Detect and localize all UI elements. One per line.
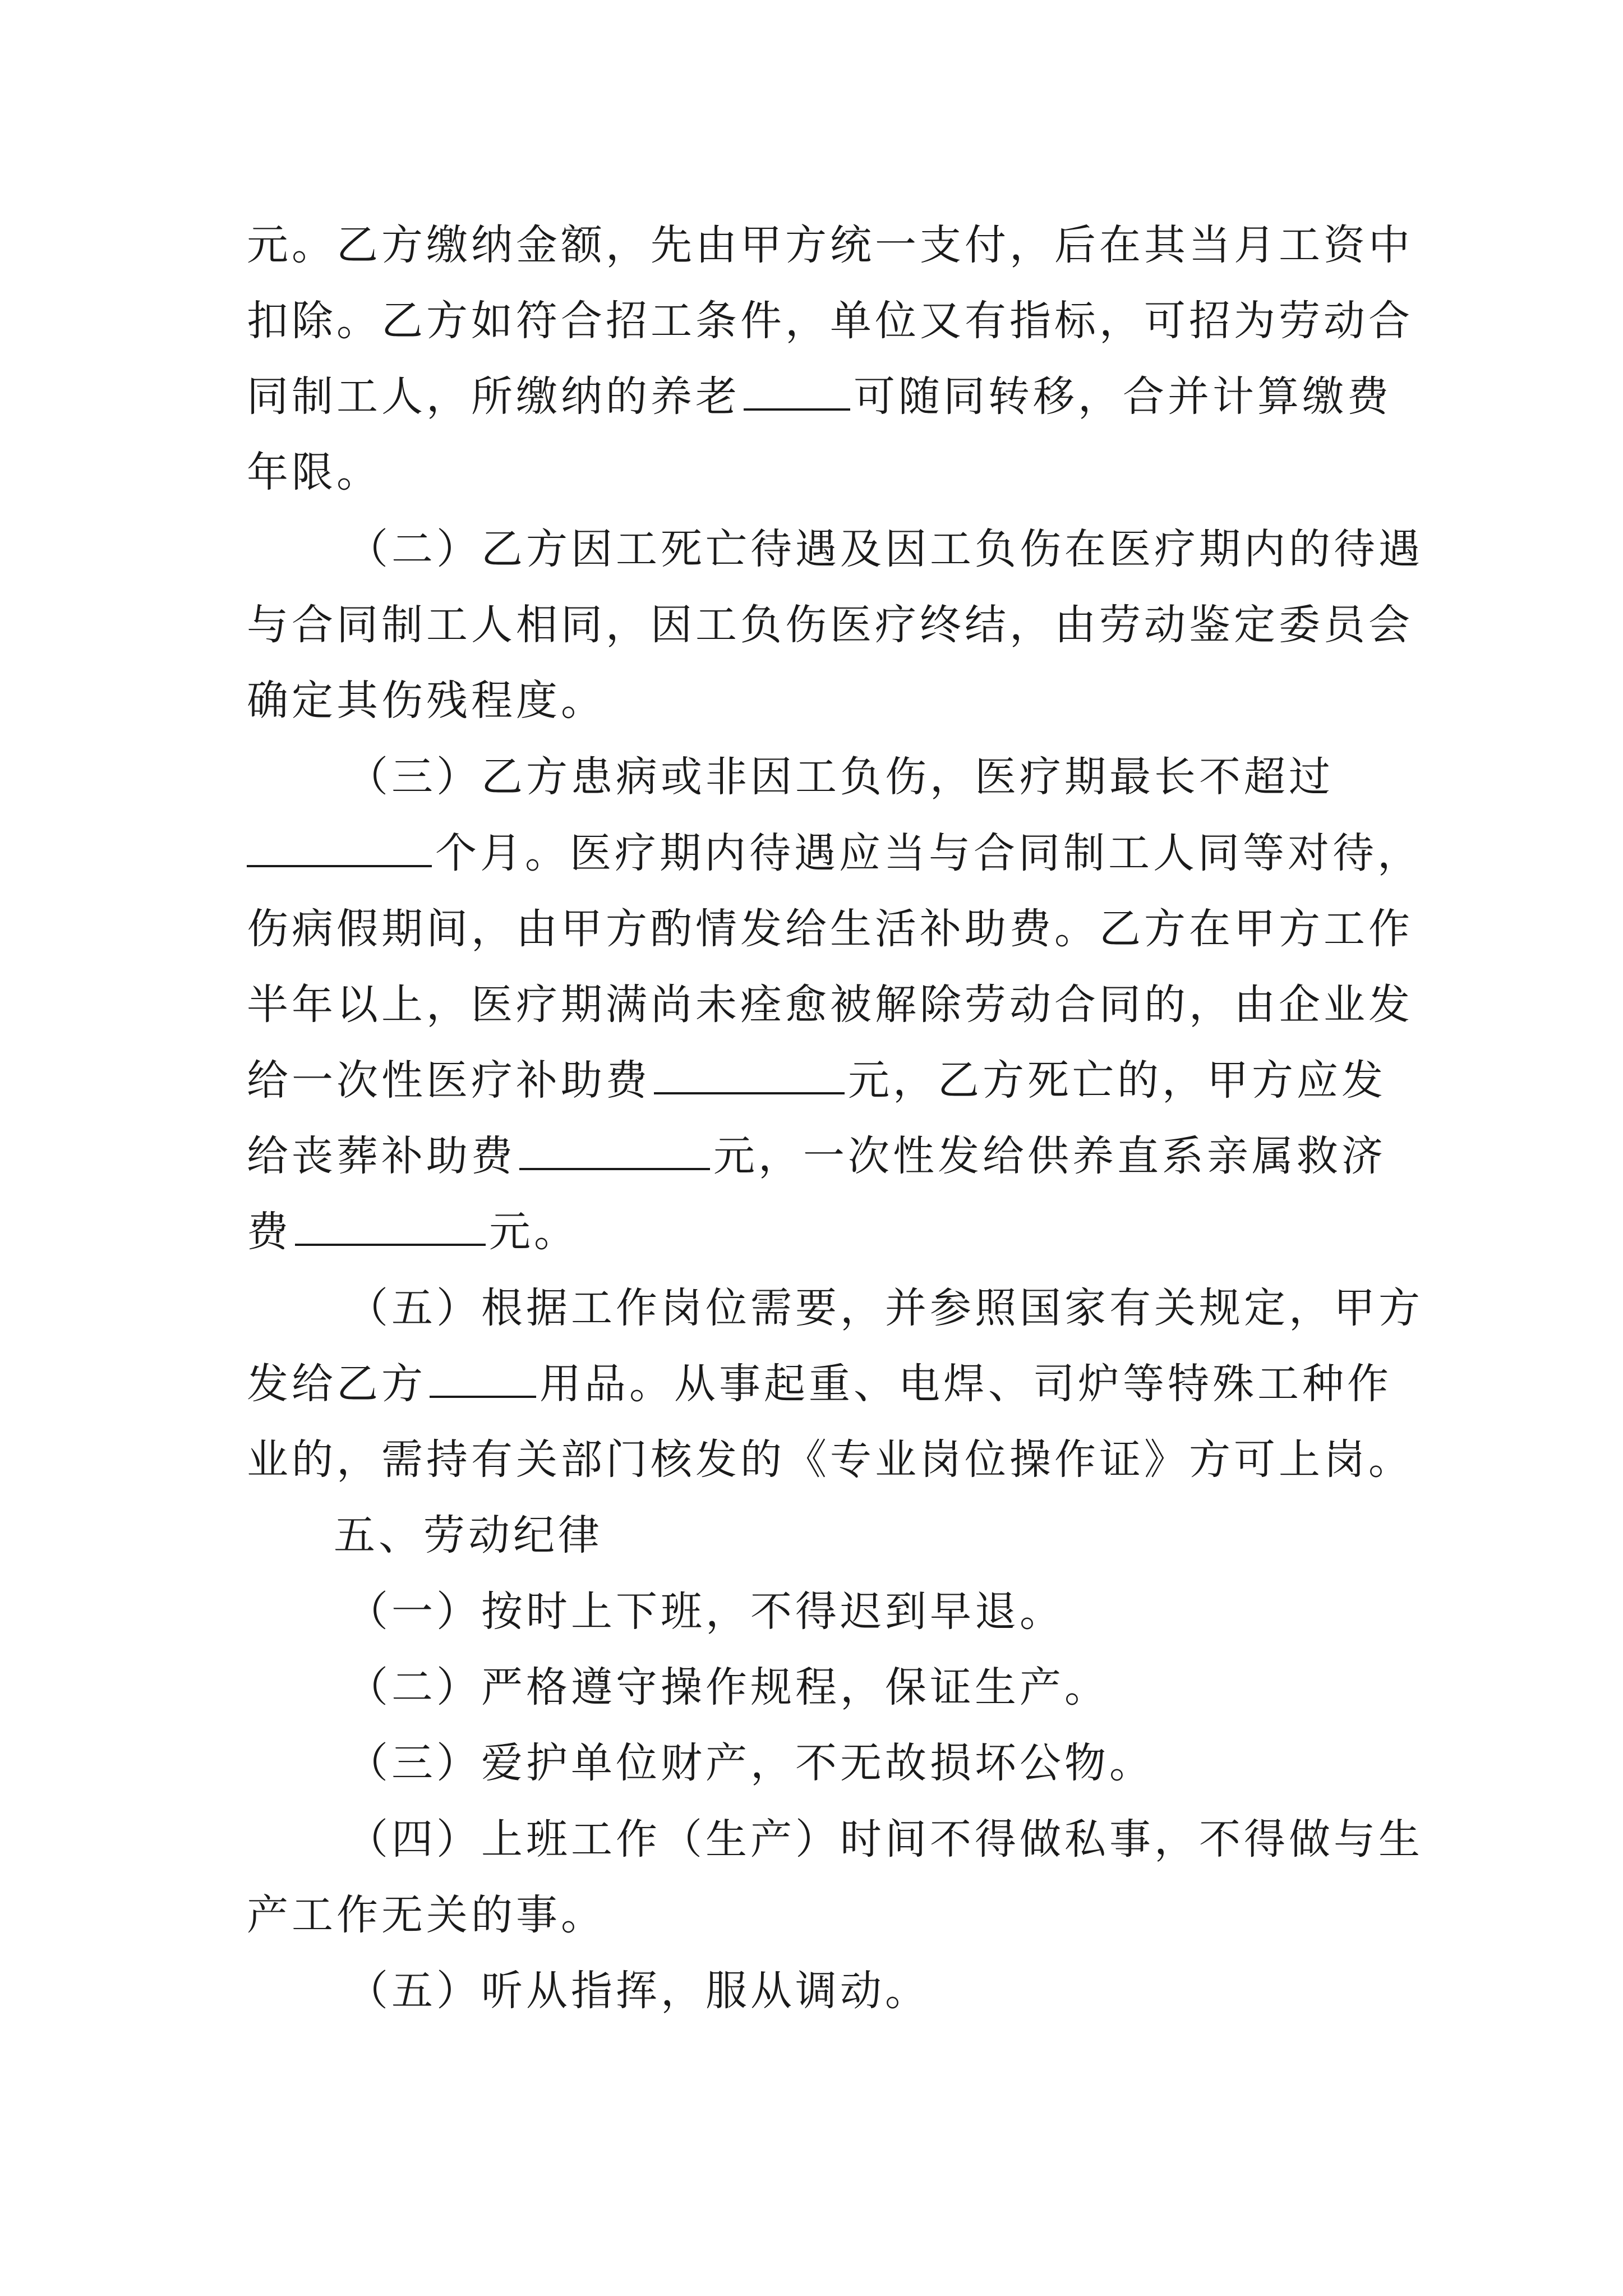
line-text: （五）听从指挥，服从调动。 [347,1967,930,2015]
text-line [347,752,1334,802]
fill-in-blank [654,1059,845,1094]
line-text: 与合同制工人相同，因工负伤医疗终结，由劳动鉴定委员会 [247,601,1413,649]
line-text: 可随同转移，合并计算缴费 [854,372,1392,421]
text-line [247,220,1413,270]
text-line [247,1890,606,1940]
text-line [347,1283,1423,1333]
line-text: 扣除。乙方如符合招工条件，单位又有指标，可招为劳动合 [247,297,1413,345]
line-text: 元，乙方死亡的，甲方应发 [848,1056,1386,1105]
fill-in-blank [247,831,432,867]
text-line [347,524,1423,574]
line-text: 给一次性医疗补助费 [247,1056,651,1105]
line-text: （三）乙方患病或非因工负伤，医疗期最长不超过 [347,753,1334,801]
line-text: 业的，需持有关部门核发的《专业岗位操作证》方可上岗。 [247,1435,1413,1484]
text-line [347,1738,1154,1788]
line-text: 元。 [489,1208,579,1256]
line-text: 确定其伤残程度。 [247,677,606,725]
section-heading [334,1510,603,1561]
text-line [247,371,1392,422]
text-line [247,1207,579,1257]
text-line [247,828,1422,878]
text-line [247,1359,1392,1409]
line-text: （五）根据工作岗位需要，并参照国家有关规定，甲方 [347,1284,1423,1332]
text-line [247,1131,1386,1181]
text-line [247,447,381,498]
line-text: 半年以上，医疗期满尚未痊愈被解除劳动合同的，由企业发 [247,981,1413,1029]
line-text: 同制工人，所缴纳的养老 [247,372,740,421]
text-line [247,1434,1413,1485]
text-line [247,675,606,726]
fill-in-blank [744,375,850,411]
line-text: 费 [247,1208,292,1256]
text-line [247,600,1413,650]
text-line [247,904,1413,954]
line-text: 伤病假期间，由甲方酌情发给生活补助费。乙方在甲方工作 [247,905,1413,953]
line-text: 给丧葬补助费 [247,1132,516,1180]
line-text: （三）爱护单位财产，不无故损坏公物。 [347,1739,1154,1787]
fill-in-blank [430,1362,536,1398]
line-text: （二）严格遵守操作规程，保证生产。 [347,1663,1109,1711]
text-line [247,979,1413,1030]
line-text: （二）乙方因工死亡待遇及因工负伤在医疗期内的待遇 [347,525,1423,573]
text-line [247,296,1413,346]
text-line [247,1055,1386,1106]
text-line [347,1966,930,2016]
line-text: 元，一次性发给供养直系亲属救济 [713,1132,1386,1180]
line-text: 用品。从事起重、电焊、司炉等特殊工种作 [540,1360,1392,1408]
text-line [347,1814,1423,1865]
text-line [347,1662,1109,1713]
line-text: 发给乙方 [247,1360,426,1408]
line-text: 元。乙方缴纳金额，先由甲方统一支付，后在其当月工资中 [247,221,1413,269]
line-text: （一）按时上下班，不得迟到早退。 [347,1588,1064,1636]
line-text: （四）上班工作（生产）时间不得做私事，不得做与生 [347,1815,1423,1864]
text-line [347,1586,1064,1637]
fill-in-blank [295,1210,486,1246]
line-text: 年限。 [247,448,381,496]
line-text: 产工作无关的事。 [247,1891,606,1939]
fill-in-blank [519,1134,710,1170]
heading-text: 五、劳动纪律 [334,1511,603,1559]
line-text: 个月。医疗期内待遇应当与合同制工人同等对待， [435,829,1422,877]
